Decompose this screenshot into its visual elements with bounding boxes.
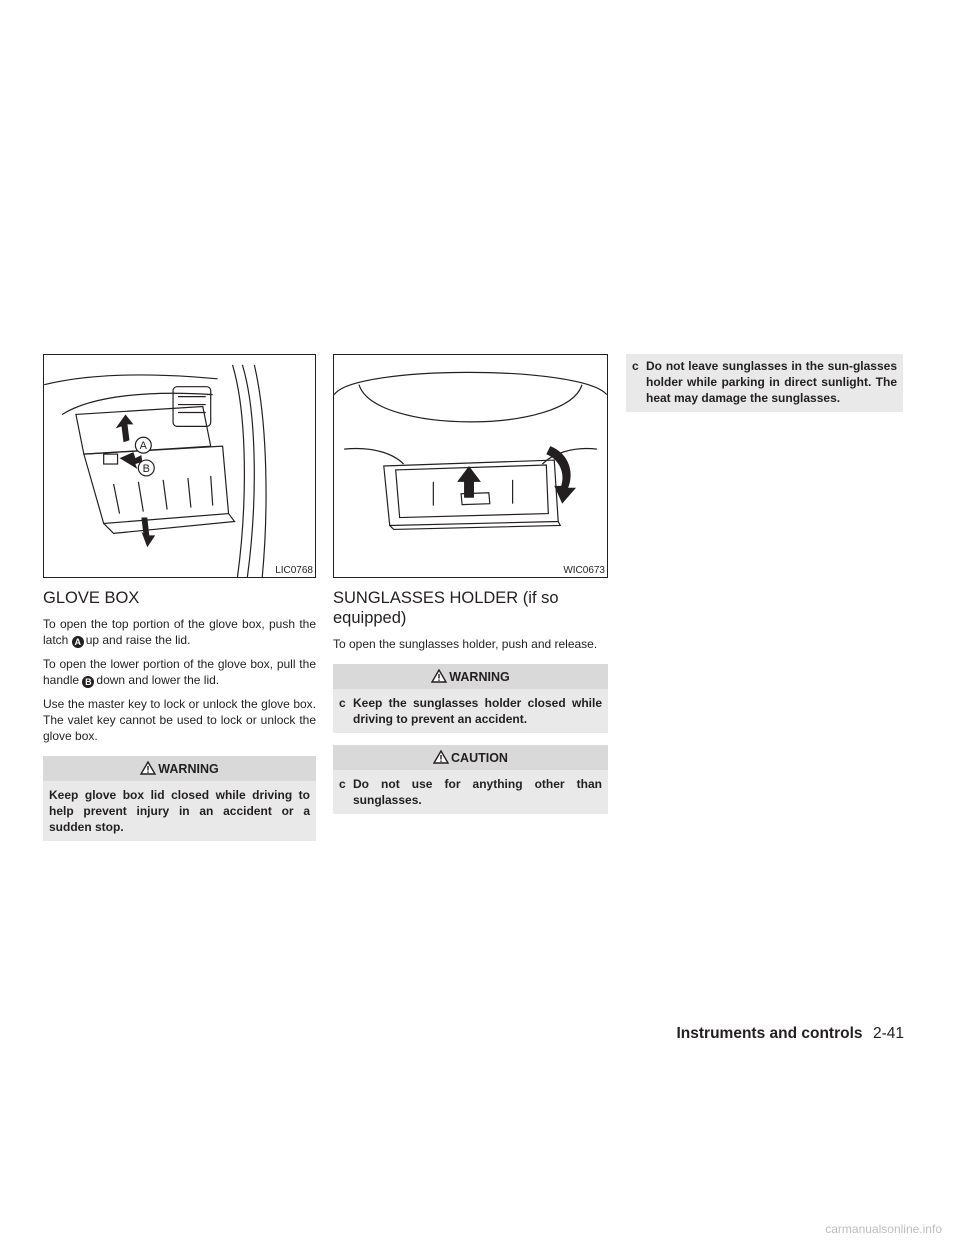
callout-b-icon: B bbox=[82, 676, 94, 688]
section-title: Instruments and controls bbox=[676, 1025, 863, 1042]
warning-header bbox=[43, 756, 316, 781]
caution-continued-text: Do not leave sunglasses in the sun-glasses holder while parking in direct sunlight. The heat may damage the sunglasses. bbox=[646, 359, 897, 405]
caution-bullet bbox=[333, 770, 608, 814]
sunglasses-caution bbox=[333, 745, 608, 814]
p1-text-before: To open the top portion of the glove box, push the latch bbox=[43, 617, 316, 647]
bullet-marker: c bbox=[339, 696, 346, 710]
p2-text-before: To open the lower portion of the glove box, pull the handle bbox=[43, 657, 316, 687]
warning-text: Keep glove box lid closed while driving to help prevent injury in an accident or a sudden stop. bbox=[43, 781, 316, 841]
caution-continued-bullet bbox=[626, 354, 903, 412]
warning-triangle-icon bbox=[140, 761, 156, 775]
warning-title: WARNING bbox=[158, 762, 219, 776]
glove-box-warning bbox=[43, 756, 316, 841]
sunglasses-column bbox=[333, 354, 608, 814]
caution-continued-column bbox=[626, 354, 903, 412]
figure-code: LIC0768 bbox=[275, 565, 313, 576]
sunglasses-holder-illustration bbox=[333, 354, 608, 578]
sunglasses-heading: SUNGLASSES HOLDER (if so equipped) bbox=[333, 589, 559, 627]
sunglasses-holder-drawing bbox=[334, 355, 607, 577]
glove-box-paragraph-1 bbox=[43, 616, 316, 648]
warning-header bbox=[333, 664, 608, 689]
p1-text-after: up and raise the lid. bbox=[85, 633, 191, 647]
callout-a-icon: A bbox=[72, 636, 84, 648]
watermark: carmanualsonline.info bbox=[825, 1222, 942, 1236]
p2-text-after: down and lower the lid. bbox=[96, 673, 220, 687]
caution-title: CAUTION bbox=[451, 751, 508, 765]
glove-box-paragraph-2 bbox=[43, 656, 316, 688]
warning-title: WARNING bbox=[449, 670, 510, 684]
glove-box-illustration bbox=[43, 354, 316, 578]
caution-header bbox=[333, 745, 608, 770]
warning-bullet bbox=[333, 689, 608, 733]
glove-box-drawing bbox=[44, 355, 315, 577]
page-footer bbox=[676, 1025, 904, 1043]
sunglasses-paragraph-1: To open the sunglasses holder, push and release. bbox=[333, 637, 598, 651]
sunglasses-warning bbox=[333, 664, 608, 733]
callout-b-label: B bbox=[142, 462, 150, 475]
page-number: 2-41 bbox=[872, 1025, 904, 1042]
warning-triangle-icon bbox=[431, 669, 447, 683]
caution-triangle-icon bbox=[433, 750, 449, 764]
bullet-marker: c bbox=[632, 359, 639, 373]
warning-text: Keep the sunglasses holder closed while driving to prevent an accident. bbox=[353, 696, 602, 726]
caution-text: Do not use for anything other than sunglasses. bbox=[353, 777, 602, 807]
glove-box-column bbox=[43, 354, 316, 841]
figure-code: WIC0673 bbox=[563, 565, 605, 576]
glove-box-heading: GLOVE BOX bbox=[43, 589, 140, 607]
glove-box-paragraph-3: Use the master key to lock or unlock the glove box. The valet key cannot be used to lock or unlock the glove box. bbox=[43, 697, 316, 743]
callout-a-label: A bbox=[139, 440, 147, 453]
bullet-marker: c bbox=[339, 777, 346, 791]
